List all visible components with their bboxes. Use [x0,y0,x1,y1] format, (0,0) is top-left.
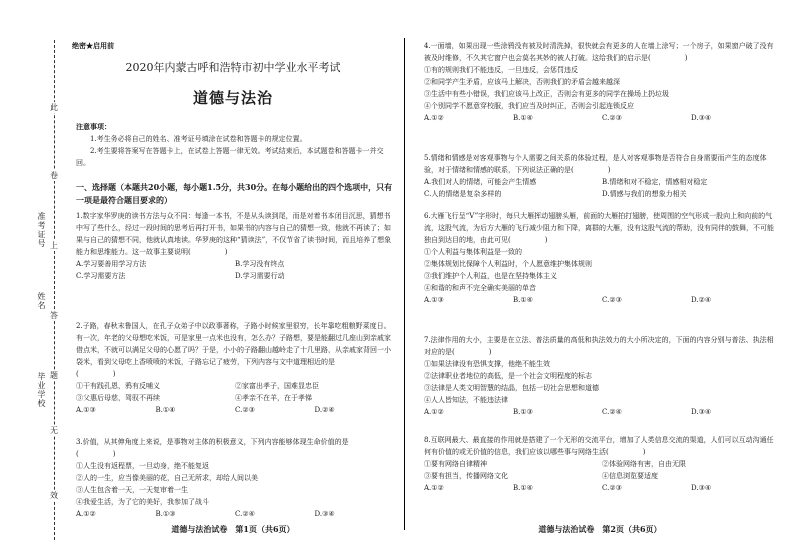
option-d: D.学习需要行动 [235,272,285,280]
statement-item: ②人的一生，应当像美丽的花，自己无所求，却给人间以美 [76,474,258,482]
binding-mark: 答 [50,311,58,320]
school-label: 毕业学校 [37,372,46,408]
option-d: D.③④ [691,114,712,122]
option-c: C.②③ [602,114,622,122]
answer-bracket: () [76,450,150,458]
question-text: 2.子路，春秋末鲁国人，在孔子众弟子中以政事著称，子路小时候家里很穷，长年靠吃粗粮野菜度日。有一次，年老的父母想吃米饭，可是家里一点米也没有，怎么办？子路想，要是能翻过几座山到亲戚家借点米，不就可以满足父母的心愿了吗？于是，小小的子路翻山越岭走了十几里路，从亲戚家背回一小袋米，看到父母吃上香喷喷的米饭，子路忘记了疲劳，下列内容与文中道理相近的是 [76,322,391,366]
question-8 [424,434,780,494]
question-1 [76,210,394,282]
option-b: B.学习没有终点 [235,260,285,268]
option-d: D.③④ [691,484,712,492]
answer-bracket: () [452,348,526,356]
option-b: B.①④ [513,296,533,304]
note-item: 1.考生务必将自己的姓名、准考证号填涂在试卷和答题卡的规定位置。 [90,135,307,143]
option-a: A.①③ [76,406,96,414]
binding-mark: 此 [50,103,58,112]
option-a: A.①② [424,114,444,122]
option-a: A.①② [424,408,444,416]
statement-item: ②家富出孝子，国难显忠臣 [235,382,319,390]
statement-item: ①有的规则我们不能违反，一旦违反，会惩罚违反 [424,66,578,74]
option-d: D.②④ [691,296,712,304]
option-d: D.③④ [314,510,335,518]
question-text: 8.互联网最大、最直接的作用就是搭建了一个无形的交流平台，增加了人类信息交流的渠道，人们可以互动沟通任何有价值的或无价值的信息，我们应该以哪些事与网络生活 [424,436,774,456]
answer-bracket: () [606,448,680,456]
statement-item: ②集体规划比保障个人利益时，个人愿意维护集体规则 [424,260,592,268]
binding-mark: 题 [50,371,58,380]
question-3 [76,436,394,520]
option-b: B.①④ [513,114,533,122]
option-d: D.情感与我们的想象力相关 [602,190,687,198]
statement-item: ④人人皆知法，不能违法律 [424,396,508,404]
question-text: 7.法律作用的大小，主要是在立法、普法质量的高低和执法效力的大小所决定的，下面的内容分别与普法、执法相对应的是 [424,336,774,356]
binding-mark: 卷 [50,171,58,180]
note-item: 2.考生要将答案写在答题卡上，在试卷上答题一律无效。考试结束后，本试题卷和答题卡一并交回。 [76,147,384,167]
binding-mark: 无 [50,426,58,435]
binding-dashed-line [54,40,55,540]
question-2 [76,320,394,416]
secret-label: 绝密★启用前 [72,41,114,50]
option-c: C.②④ [235,510,255,518]
page-2 [420,0,780,560]
statement-item: ④个别同学不愿意穿校服，我们应当及时纠正，否则会引起连锁反应 [424,102,634,110]
option-c: C.②④ [602,408,622,416]
option-c: C.②③ [235,406,255,414]
option-c: C.学习需要方法 [76,272,126,280]
statement-item: ①要有网络自律精神 [424,460,487,468]
question-text: 4.一面墙，如果出现一些涂鸦没有被及时清洗掉，很快就会有更多的人在墙上涂写；一个房子，如果窗户破了没有被及时维修，不久其它窗户也会莫名其妙的被人打破。这给我们的启示是 [424,42,774,62]
statement-item: ①人生没有返程票，一旦动身，绝不能复返 [76,462,209,470]
statement-item: ④我爱生活，为了它的美好，我参加了战斗 [76,498,209,506]
answer-bracket: () [188,248,262,256]
page-footer: 道德与法治试卷 第2页（共6页） [538,524,662,534]
option-b: B.①③ [155,510,176,518]
answer-bracket: () [648,54,722,62]
statement-item: ①如果法律没有恐惧支撑，他绝不能生效 [424,360,550,368]
exam-no-label: 准考证号 [37,212,46,248]
name-label: 姓名 [37,292,46,310]
binding-mark: 上 [50,241,58,250]
statement-item: ②法律职业者地位的高低，是一个社会文明程度的标志 [424,372,592,380]
statement-item: ①干有践孔恩，鸦有反哺义 [76,382,160,390]
statement-item: ③人生包含着一天，一天复审着一生 [76,486,188,494]
binding-margin [16,40,64,540]
statement-item: ④信息浏览要适度 [602,472,658,480]
option-b: B.①④ [513,484,533,492]
notes [76,121,394,169]
exam-title: 2020年内蒙古呼和浩特市初中学业水平考试 [125,61,341,74]
option-b: B.①④ [155,406,176,414]
question-text: 3.价值，从其伸角度上来说，是事物对主体的积极意义，下列内容能够体现生命价值的是 [76,438,349,446]
question-4 [424,40,780,124]
option-d: D.③④ [691,408,712,416]
option-a: A.①② [424,484,444,492]
question-text: 5.情绪和情感是对客观事物与个人需要之间关系的体验过程，是人对客观事物是否符合自身需要而产生的态度体验，对于情绪和情感的联系，下列说法正确的是 [424,154,767,174]
option-c: C.②③ [602,296,622,304]
binding-mark: 效 [50,491,58,500]
option-d: D.②④ [314,406,335,414]
option-c: C.②③ [602,484,622,492]
answer-bracket: () [76,370,150,378]
option-a: A.学习要善用学习方法 [76,260,147,268]
statement-item: ①个人利益与集体利益是一致的 [424,248,522,256]
answer-bracket: () [571,166,645,174]
statement-item: ④和谐的和声不完全确实美丽的单音 [424,284,536,292]
page-footer: 道德与法治试卷 第1页（共6页） [171,524,295,534]
subject-title: 道德与法治 [192,89,273,107]
option-b: B.①③ [513,408,533,416]
question-6 [424,210,780,306]
option-b: B.情绪和对不稳定，情感相对稳定 [602,178,708,186]
option-c: C.人的情绪是复杂多样的 [424,190,502,198]
statement-item: ②体验网络有害，自由无限 [602,460,686,468]
statement-item: ④孝亲不在羊，在于孝悌 [235,394,312,402]
statement-item: ③生活中有些小错误，我们应该马上改正，否则会有更多的同学在操场上扔垃圾 [424,90,669,98]
statement-item: ③法律是人类文明智慧的结晶，包括一切社会思想和道德 [424,384,599,392]
page-divider [404,38,405,530]
section-title: 一、选择题（本题共20小题，每小题1.5分，共30分。在每小题给出的四个选项中，只有一项是最符合题目要求的） [76,182,393,205]
statement-item: ③我们维护个人利益，也是在坚持集体主义 [424,272,557,280]
notes-title: 注意事项： [76,122,111,131]
answer-bracket: () [508,236,582,244]
statement-item: ②和同学产生矛盾，应该马上解决，否则我们的矛盾会越来越深 [424,78,620,86]
option-a: A.我们对人的情绪，可能会产生情感 [424,178,537,186]
question-text: 6.大雁飞行呈“V”字形时，每只大雁挥动翅膀头雁，前面的大雁拍打翅膀，使周围的空气形成一股向上和向前的气流，这股气流，为后方大雁的飞行减少阻力和下降，离群的大雁，没有这股气流的帮助，没有同伴的鼓舞，不可能独自到达目的地，由此可见 [424,212,774,244]
statement-item: ③要有担当，传播网络文化 [424,472,508,480]
option-a: A.①③ [424,296,444,304]
statement-item: ③父惠后母慈，驾驭不再续 [76,394,160,402]
question-7 [424,334,780,418]
question-5 [424,152,780,200]
option-a: A.①② [76,510,96,518]
question-text: 1.数字家华罗庚的读书方法与众不同：每逢一本书，不是从头读到尾，而是对着书本闭目沉思，猜想书中写了些什么，经过一段时间的思考后再打开书，如果书的内容与自己的猜想一致，他就不再读了；如果与自己的猜想不同，他就认真地读。华罗庚的这种“猜读法”，不仅节省了读书时间，而且培养了想象能力和思维能力。这一故事主要说明 [76,212,392,256]
page-1 [72,0,394,560]
